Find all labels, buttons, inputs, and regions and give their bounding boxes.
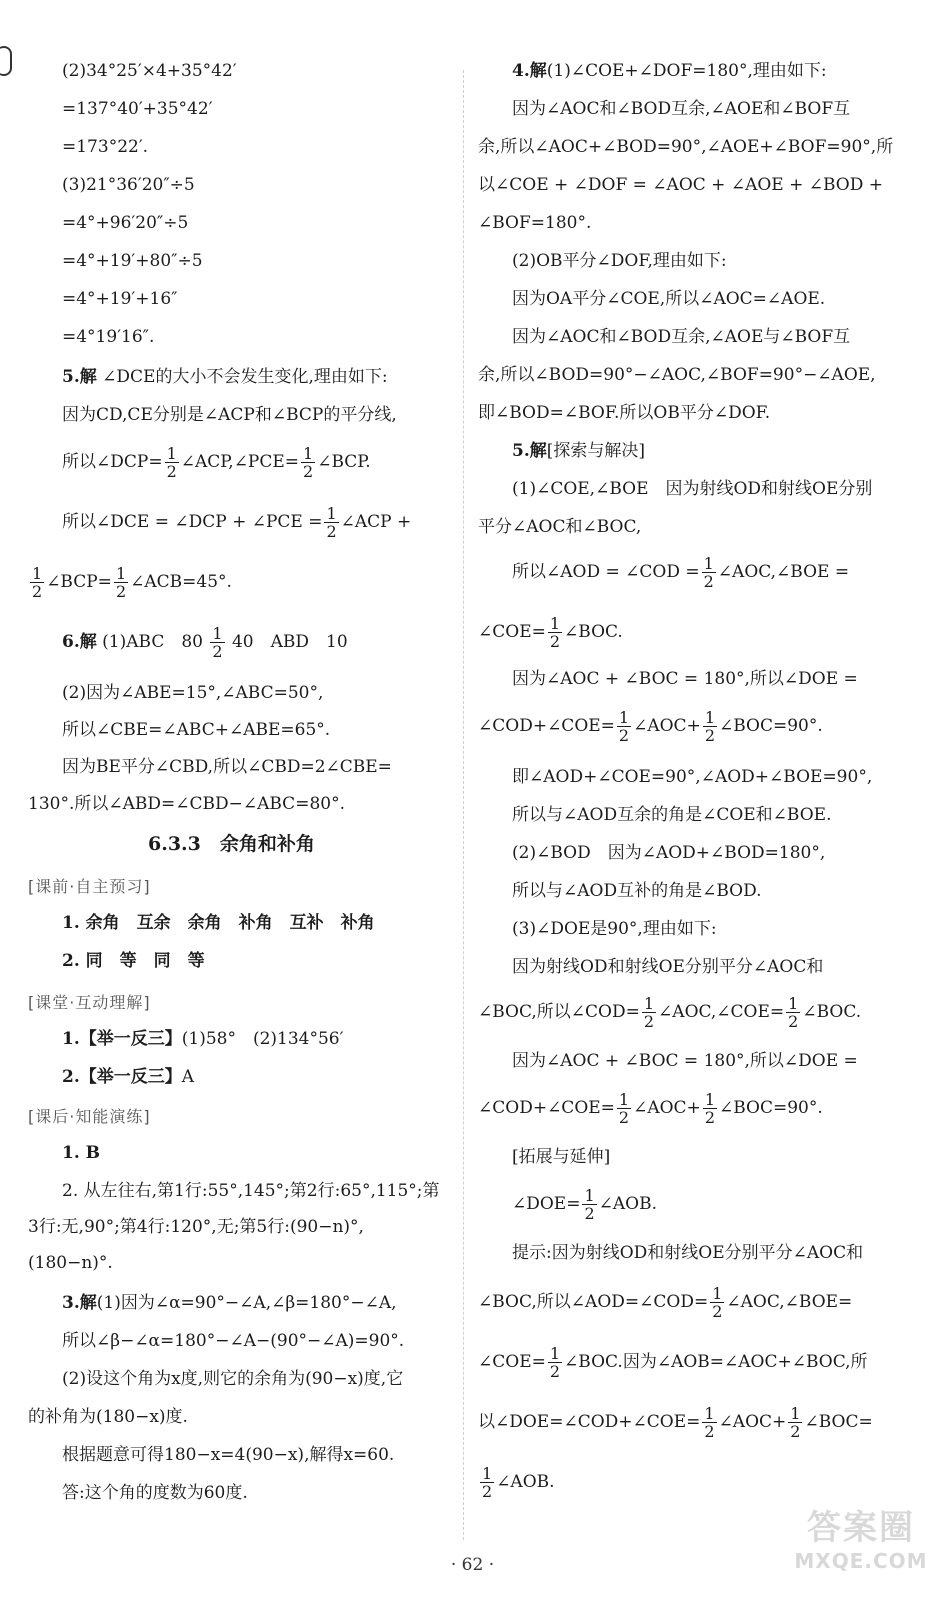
formula-text: ∠DOE=	[512, 1194, 581, 1214]
text-line	[62, 1066, 194, 1088]
fraction-half: $\frac{1}{2}$	[166, 444, 177, 481]
formula-line	[62, 502, 411, 542]
text-line: =173°22′.	[62, 137, 149, 157]
text-line: 所以∠β−∠α=180°−∠A−(90°−∠A)=90°.	[62, 1331, 405, 1351]
formula-line	[478, 612, 623, 652]
fraction-half: $\frac{1}{2}$	[703, 554, 714, 591]
section-tag: [课前·自主预习]	[28, 877, 151, 896]
formula-text: ∠COD+∠COE=	[478, 716, 615, 736]
formula-text: 所以∠DCP=	[62, 452, 163, 472]
text-line: =137°40′+35°42′	[62, 99, 213, 119]
formula-text: ∠ACB=45°.	[130, 572, 232, 592]
fraction-half: $\frac{1}{2}$	[549, 614, 561, 651]
text-line: =4°+19′+80″÷5	[62, 251, 203, 271]
text-line: 所以∠CBE=∠ABC+∠ABE=65°.	[62, 720, 331, 740]
text-line: =4°+19′+16″	[62, 289, 178, 309]
text-line: 以∠COE + ∠DOF = ∠AOC + ∠AOE + ∠BOD +	[478, 175, 884, 195]
text-line: 即∠AOD+∠COE=90°,∠AOD+∠BOE=90°,	[512, 767, 873, 787]
text-line: 2. 从左往右,第1行:55°,145°;第2行:65°,115°;第	[62, 1181, 440, 1201]
section-tag: [探索与解决]	[546, 441, 646, 461]
question-4	[512, 60, 827, 82]
section-tag: [拓展与延伸]	[512, 1147, 611, 1167]
fraction-half: $\frac{1}{2}$	[643, 994, 655, 1031]
formula-text: ∠BOC.	[802, 1002, 862, 1022]
formula-text: ∠AOB.	[496, 1472, 555, 1492]
text-line: 余,所以∠AOC+∠BOD=90°,∠AOE+∠BOF=90°,所	[478, 137, 894, 157]
text-line: (180−n)°.	[28, 1253, 113, 1273]
text-line	[62, 1292, 397, 1314]
formula-line	[28, 562, 232, 602]
question-number: 5.解	[512, 441, 547, 461]
formula-text: ∠BOC,所以∠COD=	[478, 1002, 640, 1022]
text-line: ∠BOF=180°.	[478, 213, 592, 233]
fraction-half: $\frac{1}{2}$	[788, 994, 799, 1031]
formula-line	[478, 1088, 823, 1128]
formula-text: ∠BOC=90°.	[719, 716, 823, 736]
answer-text: (1)∠COE+∠DOF=180°,理由如下:	[546, 61, 827, 81]
formula-text: ∠AOC,∠BOE =	[717, 562, 850, 582]
text-line: 1. 余角 互余 余角 补角 互补 补角	[62, 913, 375, 933]
watermark-text: 答案圈	[807, 1508, 915, 1548]
question-number: 5.解	[62, 367, 97, 387]
fraction-half: $\frac{1}{2}$	[712, 1284, 723, 1321]
formula-text: ∠COE=	[478, 1352, 546, 1372]
fraction-half: $\frac{1}{2}$	[704, 1404, 715, 1441]
question-text: ∠DCE的大小不会发生变化,理由如下:	[102, 367, 388, 387]
fraction-half: $\frac{1}{2}$	[303, 444, 314, 481]
binding-mark	[0, 46, 12, 76]
formula-text: ∠BCP.	[317, 452, 371, 472]
question-number: 4.解	[512, 61, 547, 81]
fraction-half: $\frac{1}{2}$	[704, 708, 715, 745]
formula-text: ∠AOC+	[718, 1412, 787, 1432]
formula-text: ∠AOC,∠COE=	[658, 1002, 785, 1022]
text-line: (2)34°25′×4+35°42′	[62, 61, 237, 81]
text-line: 1. B	[62, 1143, 101, 1163]
fraction-half: $\frac{1}{2}$	[549, 1344, 561, 1381]
text-line: 130°.所以∠ABD=∠CBD−∠ABC=80°.	[28, 794, 345, 814]
text-line: 3行:无,90°;第4行:120°,无;第5行:(90−n)°,	[28, 1217, 364, 1237]
formula-text: ∠ACP +	[340, 512, 412, 532]
answer-text: A	[181, 1067, 195, 1087]
text-line: 因为∠AOC + ∠BOC = 180°,所以∠DOE =	[512, 1051, 858, 1071]
watermark-url: MXQE.COM	[794, 1549, 928, 1573]
text-line: 余,所以∠BOD=90°−∠AOC,∠BOF=90°−∠AOE,	[478, 365, 876, 385]
fraction-half: $\frac{1}{2}$	[32, 564, 43, 601]
formula-text: ∠AOB.	[598, 1194, 658, 1214]
text-line: (1)∠COE,∠BOE 因为射线OD和射线OE分别	[512, 479, 873, 499]
text-line	[62, 1028, 343, 1050]
text-line: 因为∠AOC + ∠BOC = 180°,所以∠DOE =	[512, 669, 858, 689]
fraction-half: $\frac{1}{2}$	[618, 708, 630, 745]
text-line: 因为CD,CE分别是∠ACP和∠BCP的平分线,	[62, 405, 397, 425]
column-divider	[463, 70, 464, 1540]
answer-text: 40 ABD 10	[231, 632, 348, 652]
item-number: 1.【举一反三】	[62, 1029, 182, 1049]
answer-text: (1)因为∠α=90°−∠A,∠β=180°−∠A,	[96, 1293, 397, 1313]
text-line: 提示:因为射线OD和射线OE分别平分∠AOC和	[512, 1243, 864, 1263]
text-line: 因为∠AOC和∠BOD互余,∠AOE和∠BOF互	[512, 99, 851, 119]
text-line: =4°+96′20″÷5	[62, 213, 189, 233]
fraction-half: $\frac{1}{2}$	[704, 1090, 715, 1127]
text-line: (2)∠BOD 因为∠AOD+∠BOD=180°,	[512, 843, 826, 863]
answer-text: (1)ABC 80	[102, 632, 203, 652]
text-line: 2. 同 等 同 等	[62, 951, 205, 971]
formula-text: ∠COD+∠COE=	[478, 1098, 615, 1118]
text-line: 因为BE平分∠CBD,所以∠CBD=2∠CBE=	[62, 757, 392, 777]
formula-text: ∠BOC,所以∠AOD=∠COD=	[478, 1292, 709, 1312]
answer-text: (1)58° (2)134°56′	[181, 1029, 344, 1049]
text-line: 所以与∠AOD互余的角是∠COE和∠BOE.	[512, 805, 832, 825]
formula-line	[478, 706, 823, 746]
text-line: (3)∠DOE是90°,理由如下:	[512, 919, 717, 939]
watermark-logo	[791, 1500, 931, 1590]
formula-text: ∠BOC.	[564, 622, 623, 642]
text-line: 因为射线OD和射线OE分别平分∠AOC和	[512, 957, 824, 977]
text-line: =4°19′16″.	[62, 327, 155, 347]
formula-text: 所以∠AOD = ∠COD =	[512, 562, 700, 582]
formula-text: ∠BOC.因为∠AOB=∠AOC+∠BOC,所	[564, 1352, 868, 1372]
formula-line	[478, 1402, 873, 1442]
formula-line	[62, 442, 371, 482]
text-line: 根据题意可得180−x=4(90−x),解得x=60.	[62, 1445, 395, 1465]
text-line: 所以与∠AOD互补的角是∠BOD.	[512, 881, 762, 901]
fraction-half: $\frac{1}{2}$	[326, 504, 337, 541]
formula-text: 所以∠DCE = ∠DCP + ∠PCE =	[62, 512, 323, 532]
formula-text: ∠BCP=	[46, 572, 112, 592]
fraction-half: $\frac{1}{2}$	[212, 624, 223, 661]
item-number: 2.【举一反三】	[62, 1067, 182, 1087]
formula-line	[478, 1282, 852, 1322]
text-line: 平分∠AOC和∠BOC,	[478, 517, 642, 537]
question-number: 6.解	[62, 632, 97, 652]
fraction-half: $\frac{1}{2}$	[790, 1404, 801, 1441]
text-line: 的补角为(180−x)度.	[28, 1407, 188, 1427]
text-line: (2)设这个角为x度,则它的余角为(90−x)度,它	[62, 1369, 404, 1389]
question-number: 3.解	[62, 1293, 97, 1313]
question-5	[62, 366, 388, 388]
formula-text: ∠AOC+	[633, 1098, 701, 1118]
text-line: 答:这个角的度数为60度.	[62, 1483, 248, 1503]
text-line: 因为OA平分∠COE,所以∠AOC=∠AOE.	[512, 289, 826, 309]
text-line: 因为∠AOC和∠BOD互余,∠AOE与∠BOF互	[512, 327, 851, 347]
formula-line	[478, 1342, 868, 1382]
question-6	[62, 622, 348, 662]
fraction-half: $\frac{1}{2}$	[618, 1090, 630, 1127]
formula-text: ∠ACP,∠PCE=	[180, 452, 300, 472]
formula-line	[478, 1462, 555, 1502]
text-line: (2)OB平分∠DOF,理由如下:	[512, 251, 727, 271]
formula-text: ∠COE=	[478, 622, 546, 642]
formula-line	[512, 1184, 657, 1224]
question-5	[512, 440, 645, 462]
text-line: (3)21°36′20″÷5	[62, 175, 195, 195]
formula-text: ∠BOC=90°.	[719, 1098, 823, 1118]
section-tag: [课后·知能演练]	[28, 1107, 151, 1126]
fraction-half: $\frac{1}{2}$	[482, 1464, 493, 1501]
formula-text: ∠AOC,∠BOE=	[726, 1292, 853, 1312]
formula-text: ∠BOC=	[804, 1412, 873, 1432]
formula-line	[512, 552, 849, 592]
page-number: · 62 ·	[450, 1555, 495, 1575]
formula-text: ∠AOC+	[633, 716, 701, 736]
section-tag: [课堂·互动理解]	[28, 993, 151, 1012]
fraction-half: $\frac{1}{2}$	[584, 1186, 595, 1223]
fraction-half: $\frac{1}{2}$	[115, 564, 127, 601]
formula-line	[478, 992, 861, 1032]
formula-text: 以∠DOE=∠COD+∠COE=	[478, 1412, 701, 1432]
text-line: (2)因为∠ABE=15°,∠ABC=50°,	[62, 683, 324, 703]
text-line: 即∠BOD=∠BOF.所以OB平分∠DOF.	[478, 403, 771, 423]
section-title: 6.3.3 余角和补角	[148, 833, 315, 855]
